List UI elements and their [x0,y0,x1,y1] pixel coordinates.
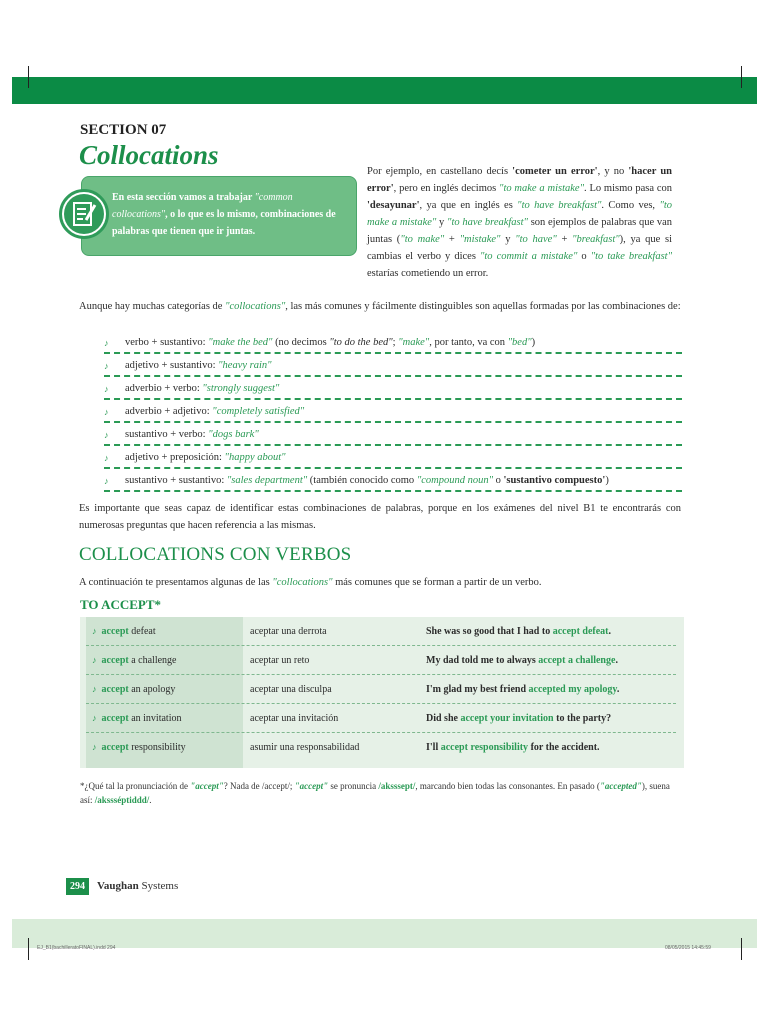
section-heading: COLLOCATIONS CON VERBOS [79,544,352,565]
print-slug-right: 08/05/2015 14:45:59 [665,945,711,951]
list-item: ♪ sustantivo + sustantivo: "sales department" (también conocido como "compound noun" o 'sustantivo compuesto') [104,473,682,496]
intro-paragraph: Por ejemplo, en castellano decís 'cometer un error', y no 'hacer un error', pero en inglés decimos "to make a mistake". Lo mismo pasa con 'desayunar', ya que en inglés es "to have breakfast". Como ves, "to make a mistake" y "to have breakfast" son ejemplos de palabras que van juntas ("to make" + "mistake" y "to have" + "breakfast"), ya que si cambias el verbo y dices "to commit a mistake" o "to take breakfast" estarías cometiendo un error. [367,166,673,279]
list-item: ♪ sustantivo + verbo: "dogs bark" [104,427,682,450]
music-note-icon: ♪ [104,361,109,371]
brand-name: Vaughan Systems [97,880,179,892]
page-title: Collocations [79,140,219,170]
crop-mark [741,938,742,960]
category-list [104,335,682,496]
music-note-icon: ♪ [92,742,97,752]
music-note-icon: ♪ [104,430,109,440]
exam-paragraph: Es importante que seas capaz de identificar estas combinaciones de palabras, porque en los exámenes del nivel B1 te encontrarás con numerosas preguntas que hacen referencia a las mismas. [79,503,681,531]
table-row: ♪ accept a challenge aceptar un reto My dad told me to always accept a challenge. [86,646,676,675]
pronunciation-footnote: *¿Qué tal la pronunciación de "accept"? Nada de /accept/; "accept" se pronuncia /aksssept/, marcando bien todas las consonantes. En pasado ("accepted"), suena así: /akssséptiddd/. [80,781,670,805]
table-row: ♪ accept defeat aceptar una derrota She was so good that I had to accept defeat. [86,617,676,646]
crop-mark [741,66,742,88]
music-note-icon: ♪ [104,338,109,348]
table-row: ♪ accept an apology aceptar una disculpa I'm glad my best friend accepted my apology. [86,675,676,704]
list-item: ♪ adjetivo + sustantivo: "heavy rain" [104,358,682,381]
section-label: SECTION 07 [80,122,167,138]
dashed-divider [104,398,682,400]
intro-text: En esta sección vamos a trabajar "common collocations", o lo que es lo mismo, combinaciones de palabras que tienen que ir juntas. [112,192,336,237]
dashed-divider [104,352,682,354]
list-item: ♪ adjetivo + preposición: "happy about" [104,450,682,473]
music-note-icon: ♪ [104,384,109,394]
list-item: ♪ verbo + sustantivo: "make the bed" (no decimos "to do the bed"; "make", por tanto, va con "bed") [104,335,682,358]
page-number: 294 [66,878,89,895]
header-band [12,77,757,104]
crop-mark [28,938,29,960]
table-row: ♪ accept responsibility asumir una responsabilidad I'll accept responsibility for the accident. [92,742,600,753]
music-note-icon: ♪ [92,684,97,694]
list-item: ♪ adverbio + adjetivo: "completely satisfied" [104,404,682,427]
music-note-icon: ♪ [104,476,109,486]
edit-note-icon [64,194,104,234]
categories-paragraph: Aunque hay muchas categorías de "collocations", las más comunes y fácilmente distinguibles son aquellas formadas por las combinaciones de: [79,301,681,312]
crop-mark [28,66,29,88]
verbs-intro: A continuación te presentamos algunas de las "collocations" más comunes que se forman a partir de un verbo. [79,577,542,588]
list-item: ♪ adverbio + verbo: "strongly suggest" [104,381,682,404]
music-note-icon: ♪ [92,655,97,665]
music-note-icon: ♪ [92,713,97,723]
dashed-divider [104,375,682,377]
dashed-divider [104,444,682,446]
music-note-icon: ♪ [92,626,97,636]
print-slug-left: EJ_B1(bachilleratoFINAL).indd 294 [37,945,116,951]
table-row: ♪ accept an invitation aceptar una invitación Did she accept your invitation to the party? [86,704,676,733]
music-note-icon: ♪ [104,407,109,417]
footer-band [12,919,757,948]
dashed-divider [104,490,682,492]
subheading: TO ACCEPT* [80,597,162,612]
music-note-icon: ♪ [104,453,109,463]
dashed-divider [104,467,682,469]
dashed-divider [104,421,682,423]
